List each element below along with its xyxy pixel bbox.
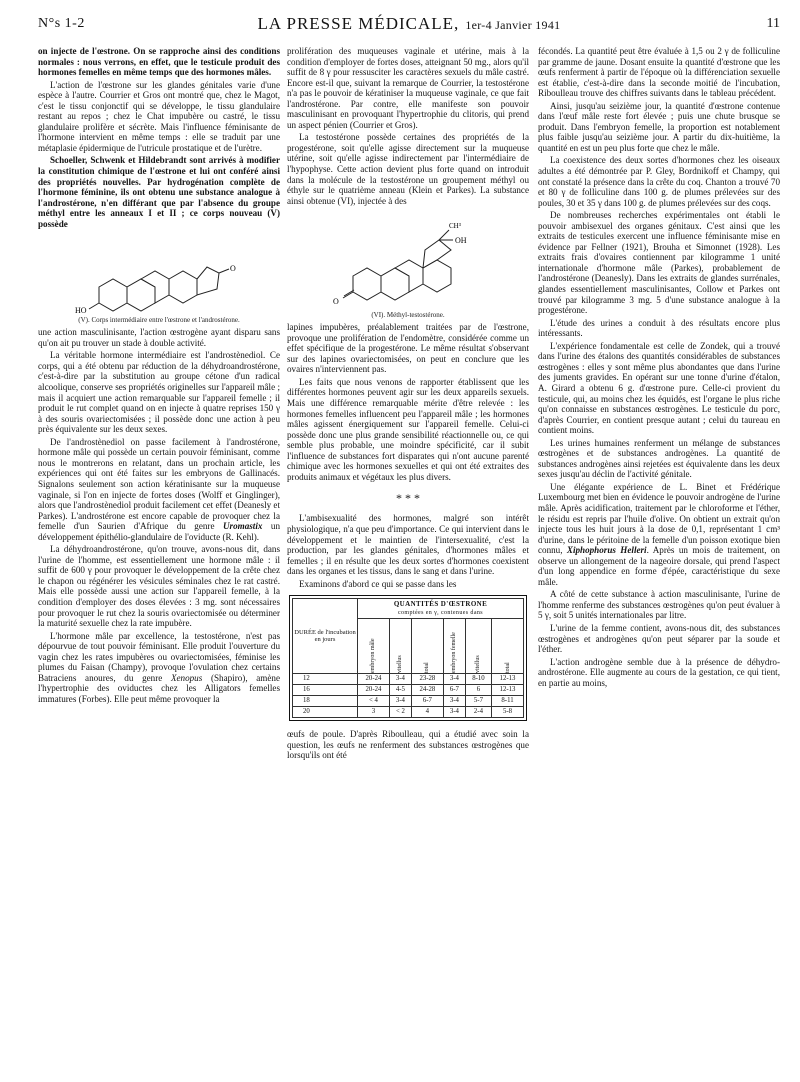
- paragraph: fécondés. La quantité peut être évaluée à 1,5 ou 2 γ de folliculine par gramme de jaune. Dosant ensuite la quantité d'œstrone que les œufs renferment à partir de l'époque où la différenciation sexuelle est établie, c'est-à-dire dans la seconde moitié de l'incubation, Riboulleau trouve des chiffres suivants dans le tableau précédent.: [538, 46, 780, 99]
- table-cell-days: 16: [293, 685, 358, 696]
- table-column-header: [465, 619, 491, 674]
- page-number: 11: [766, 16, 780, 31]
- hydroxyl-label: OH: [455, 236, 467, 246]
- text-run: un développement épithélio-glandulaire de l'oviducte (R. Kehl).: [38, 521, 280, 542]
- figure-v: [38, 233, 280, 324]
- table-column-header: [389, 619, 411, 674]
- text-run: De l'androstènediol on passe facilement à l'androstérone, hormone mâle qui possède un certain pouvoir féminisant, comme nous le montrerons en relatant, dans un prochain article, les expériences qui ont été faites sur les embryons de Gallinacés. Signalons seulement son action kératinisante sur la muqueuse vaginale, si l'on en injecte de fortes doses (Wolff et Ginglinger), alors que l'androstènediol produit facilement cet effet (Deanesly et Parkes). L'androstérone est encore capable de provoquer chez la femelle d'un Saurien d'Afrique du genre: [38, 436, 280, 532]
- table-cell: 5-7: [465, 696, 491, 707]
- issue-number: N°s 1-2: [38, 16, 85, 31]
- table-row: [293, 696, 524, 707]
- table-cell: 23-28: [411, 674, 443, 685]
- column-label: embryon femelle: [451, 632, 458, 674]
- column-label: vitellus: [397, 655, 404, 674]
- paragraph: L'ambisexualité des hormones, malgré son intérêt physiologique, n'a que peu d'importance. Ce qui intervient dans le développement et le maintien de l'intersexualité, c'est la production, par les glandes génitales, d'hormones mâles et femelles ; il en résulte que les deux sortes d'hormones coexistent dans les organes et les tissus, dans le sang et dans l'urine.: [287, 513, 529, 577]
- steroid-structure-diagram: [69, 233, 249, 315]
- table-row: [293, 685, 524, 696]
- hydroxyl-label: HO: [75, 306, 87, 316]
- paragraph: L'étude des urines a conduit à des résultats encore plus intéressants.: [538, 317, 780, 339]
- issue-date: 1er-4 Janvier 1941: [465, 18, 561, 32]
- table-header-title: QUANTITÉS D'ŒSTRONE: [393, 600, 488, 609]
- steroid-structure-diagram: [313, 210, 503, 310]
- table-cell: 8-10: [465, 674, 491, 685]
- paragraph: Les faits que nous venons de rapporter établissent que les différentes hormones peuvent agir sur les deux appareils sexuels. Mais une différence remarquable mérite d'être relevée : les hormones femelles influencent peu l'appareil mâle ; les hormones mâles agissent énergiquement sur l'appareil femelle. Celui-ci possède donc une plus grande sensibilité réactionnelle ou, ce qui semble plus probable, une moindre spécificité, car il subit l'influence de substances fort disparates qui n'ont aucune parenté chimique avec les hormones sexuelles et qui ont été extraites des produits animaux et végétaux les plus divers.: [287, 376, 529, 482]
- paragraph: La déhydroandrostérone, qu'on trouve, avons-nous dit, dans l'urine de l'homme, est essentiellement une hormone mâle : il suffit de 600 γ pour provoquer le développement de la crête chez le chapon ou régénérer les vésicules séminales chez le rat castré. Mais elle possède aussi une action sur l'appareil femelle, à la condition d'employer des doses élevées : 3 mg. sont nécessaires pour provoquer le rut chez la souris ovariectomisée ou déterminer la maturité sexuelle chez la rate impubère.: [38, 544, 280, 629]
- table-column-header: [358, 619, 390, 674]
- figure-caption: (V). Corps intermédiaire entre l'œstrone et l'androstérone.: [78, 316, 240, 325]
- table-cell: 6: [465, 685, 491, 696]
- species-name: Xiphophorus Helleri: [566, 545, 647, 556]
- estrone-table-frame: [289, 595, 527, 721]
- figure-vi: [287, 210, 529, 319]
- table-header-duration: DURÉE de l'incubation en jours: [293, 599, 358, 674]
- ketone-label: O: [333, 297, 339, 307]
- column-left: [38, 46, 280, 704]
- genus-name: Xenopus: [170, 672, 203, 683]
- column-middle: [287, 46, 529, 761]
- paragraph: [38, 437, 280, 542]
- table-cell: < 2: [389, 707, 411, 718]
- table-cell: 6-7: [443, 685, 465, 696]
- ketone-label: O: [230, 264, 236, 274]
- paragraph: œufs de poule. D'après Riboulleau, qui a étudié avec soin la question, les œufs ne renferment des substances œstrogènes que lorsqu'ils ont été: [287, 729, 529, 761]
- table-cell: 3-4: [389, 696, 411, 707]
- paragraph: Examinons d'abord ce qui se passe dans les: [299, 578, 457, 589]
- table-cell: 3: [358, 707, 390, 718]
- column-label: vitellus: [475, 655, 482, 674]
- table-cell: 3-4: [389, 674, 411, 685]
- table-cell-days: 20: [293, 707, 358, 718]
- table-row: [293, 707, 524, 718]
- table-cell: 20-24: [358, 674, 390, 685]
- genus-name: Uromastix: [222, 521, 263, 532]
- journal-title: LA PRESSE MÉDICALE,: [257, 14, 460, 33]
- paragraph: [38, 631, 280, 705]
- table-cell: 12-13: [492, 674, 524, 685]
- table-column-header: [443, 619, 465, 674]
- table-column-header: [492, 619, 524, 674]
- methyl-label: CH³: [449, 222, 461, 231]
- paragraph: lapines impubères, préalablement traitées par de l'œstrone, provoque une prolifération de l'endomètre, considérée comme un effet spécifique de la progestérone. Le même résultat s'observant sur des lapines ovariectomisées, on peut en conclure que les ovaires n'interviennent pas.: [287, 322, 529, 375]
- paragraph: L'action androgène semble due à la présence de déhydro-androstérone. Elle augmente au cours de la gestation, ce qui tient, en partie au moins,: [538, 656, 780, 688]
- paragraph: A côté de cette substance à action masculinisante, l'urine de l'homme renferme des substances œstrogènes qu'on peut évaluer à 5 γ, soit 5 unités internationales par litre.: [538, 589, 780, 621]
- paragraph: L'urine de la femme contient, avons-nous dit, des substances œstrogènes et androgènes qu'on peut séparer par la soude et l'éther.: [538, 622, 780, 655]
- table-cell: 6-7: [411, 696, 443, 707]
- paragraph: une action masculinisante, l'action œstrogène ayant disparu sans qu'on ait pu trouver un stade à double activité.: [38, 327, 280, 348]
- paragraph: L'expérience fondamentale est celle de Zondek, qui a trouvé dans l'urine des étalons des quantités considérables de substances œstrogènes : elles y sont même plus abondantes que dans l'urine des juments gravides. En opérant sur une tonne d'urine d'étalon, A. Girard a obtenu 6 g. d'œstrone pure. Celle-ci provient du testicule, qui, au moins chez les équidés, est l'organe le plus riche qu'on connaisse en substances œstrogènes. Le testicule du porc, d'après Courrier, en contient presque autant ; celui du taureau en contient moins.: [538, 340, 780, 436]
- paragraph: on injecte de l'œstrone. On se rapproche ainsi des conditions normales : nous verrons, en effet, que le testicule produit des hormones femelles en même temps que des hormones mâles.: [38, 46, 280, 78]
- column-label: embryon mâle: [370, 638, 377, 674]
- figure-caption: (VI). Méthyl-testostérone.: [371, 311, 445, 320]
- paragraph: La testostérone possède certaines des propriétés de la progestérone, soit qu'elle agisse directement sur la muqueuse utérine, soit qu'elle agisse indirectement par l'intermédiaire de l'hypophyse. Cette action devient plus forte quand on introduit dans la molécule de la testostérone un groupement méthyl ou éthyle sur le quatrième anneau (Klein et Parkes). La substance ainsi obtenue (VI), injectée à des: [287, 132, 529, 206]
- table-column-header: [411, 619, 443, 674]
- table-cell-days: 18: [293, 696, 358, 707]
- table-cell: 5-8: [492, 707, 524, 718]
- column-label: total: [504, 662, 511, 674]
- paragraph: La véritable hormone intermédiaire est l'androstènediol. Ce corps, qui a été obtenu par réduction de la déhydroandrostérone, c'est-à-dire par la substitution au groupe cétone d'un radical alcoolique, conserve ses propriétés originelles sur l'appareil mâle ; mais il acquiert une action remarquable sur l'appareil femelle ; il produit le rut complet quand on en injecte à quatre reprises 150 γ à des souris ovariectomisées ; il possède donc une action à peu près équivalente sur les deux sexes.: [38, 350, 280, 435]
- table-cell: 8-11: [492, 696, 524, 707]
- paragraph: Les urines humaines renferment un mélange de substances œstrogènes et de substances androgènes. La quantité de substances androgènes ainsi rejetées est équivalente dans les deux sexes jusqu'au déclin de l'activité génitale.: [538, 437, 780, 480]
- paragraph: L'action de l'œstrone sur les glandes génitales varie d'une espèce à l'autre. Courrier et Gros ont montré que, chez le Magot, c'est le tissu conjonctif qui se développe, le tissu glandulaire restant au repos ; chez le Chat impubère ou castré, le tissu glandulaire prolifère et sécrète. Mais l'influence féminisante de l'hormone intervient en même temps : elle se traduit par une métaplasie épidermique de l'utricule prostatique et de l'urètre.: [38, 79, 280, 153]
- paragraph: [538, 482, 780, 587]
- running-header: [38, 14, 780, 36]
- table-cell: < 4: [358, 696, 390, 707]
- table-cell: 3-4: [443, 696, 465, 707]
- table-cell: 24-28: [411, 685, 443, 696]
- table-cell: 20-24: [358, 685, 390, 696]
- paragraph: De nombreuses recherches expérimentales ont établi le pouvoir ambisexuel des organes génitaux. C'est ainsi que les extraits de testicules exercent une influence féminisante mise en évidence par Fellner (1921), Brouha et Simonnet (1928). Les extraits frais d'ovaires contiennent par kilogramme 1 unité internationale d'hormone mâle (Parkes), probablement de l'androstérone (Deanesly). Dans les extraits de glandes surrénales, glandes essentiellement masculinisantes, Collow et Parkes ont trouvé par kilogramme 3 mg. 5 d'une substance analogue à la progestérone.: [538, 210, 780, 316]
- table-cell: 2-4: [465, 707, 491, 718]
- paragraph: Ainsi, jusqu'au seizième jour, la quantité d'œstrone contenue dans l'œuf mâle reste fort élevée ; puis une chute brusque se produit. Dans l'embryon femelle, la proportion est notablement plus faible jusqu'au seizième jour. A partir du dix-huitième, la quantité en est un peu plus forte que chez le mâle.: [538, 100, 780, 153]
- estrone-quantities-table: [292, 598, 524, 718]
- table-row: [293, 674, 524, 685]
- paragraph: Schoeller, Schwenk et Hildebrandt sont arrivés à modifier la constitution chimique de l'œstrone et lui ont conféré ainsi des propriétés nouvelles. Par hydrogénation complète de l'hormone féminine, ils ont obtenu une substance analogue à l'androstérone, n'en différant que par l'absence du groupe méthyl entre les anneaux I et II ; ce corps nouveau (V) possède: [38, 155, 280, 229]
- table-cell: 4: [411, 707, 443, 718]
- table-cell: 3-4: [443, 707, 465, 718]
- table-cell: 3-4: [443, 674, 465, 685]
- table-cell: 12-13: [492, 685, 524, 696]
- paragraph: La coexistence des deux sortes d'hormones chez les oiseaux adultes a été démontrée par P. Gley, Bordnikoff et Champy, qui ont constaté la présence dans la crête du coq. Chanton a trouvé 70 et 80 γ de folliculine dans 100 g. de plumes prélevées sur des poules, 30 et 35 γ dans 100 g. de plumes prélevées sur des coqs.: [538, 155, 780, 208]
- table-cell: 4-5: [389, 685, 411, 696]
- text-run: Une élégante expérience de L. Binet et Frédérique Luxembourg met bien en évidence le pouvoir androgène de l'urine mâle. Après acidification, traitement par le chloroforme et l'éther, le résidu est repris par l'huile d'olive. On obtient un extrait qu'on injecte tous les huit jours à la dose de 0,1, représentant 1 cm³ d'urine, dans le péritoine de la femelle d'un poisson exotique bien connu,: [538, 481, 780, 556]
- paragraph: prolifération des muqueuses vaginale et utérine, mais à la condition d'employer de fortes doses, atteignant 50 mg., alors qu'il suffit de 8 γ pour ressusciter les caractères sexuels du mâle castré. Encore est-il que, suivant la remarque de Courrier, la testostérone n'a pas le pouvoir de kératiniser la muqueuse vaginale, ce que fait l'androstérone. Par contre, elle manifeste son pouvoir masculinisant en provoquant l'hypertrophie du clitoris, qui prend un aspect pénien (Courrier et Gros).: [287, 46, 529, 130]
- journal-title-line: [38, 14, 780, 34]
- table-cell-days: 12: [293, 674, 358, 685]
- column-label: total: [424, 662, 431, 674]
- text-run: (Shapiro), amène l'hypertrophie des oviductes chez les Alligators femelles immatures (Forbes). Elle peut même provoquer la: [38, 672, 280, 704]
- column-right: [538, 46, 780, 688]
- text-run: L'hormone mâle par excellence, la testostérone, n'est pas dépourvue de tout pouvoir féminisant. Elle produit l'ouverture du vagin chez les rates impubères ou ovariectomisées, féminise les plumes du Faisan (Champy), provoque l'ovulation chez certains Batraciens anoures, du genre: [38, 630, 280, 683]
- table-header-subtitle: comptées en γ, contenues dans: [397, 610, 484, 617]
- section-separator: * * *: [396, 491, 420, 506]
- table-header-main: [358, 599, 524, 619]
- text-run: . Après un mois de traitement, on observe un allongement de la nageoire dorsale, qui prend l'aspect d'un long appendice en forme d'épée, caractéristique du sexe mâle.: [538, 545, 780, 587]
